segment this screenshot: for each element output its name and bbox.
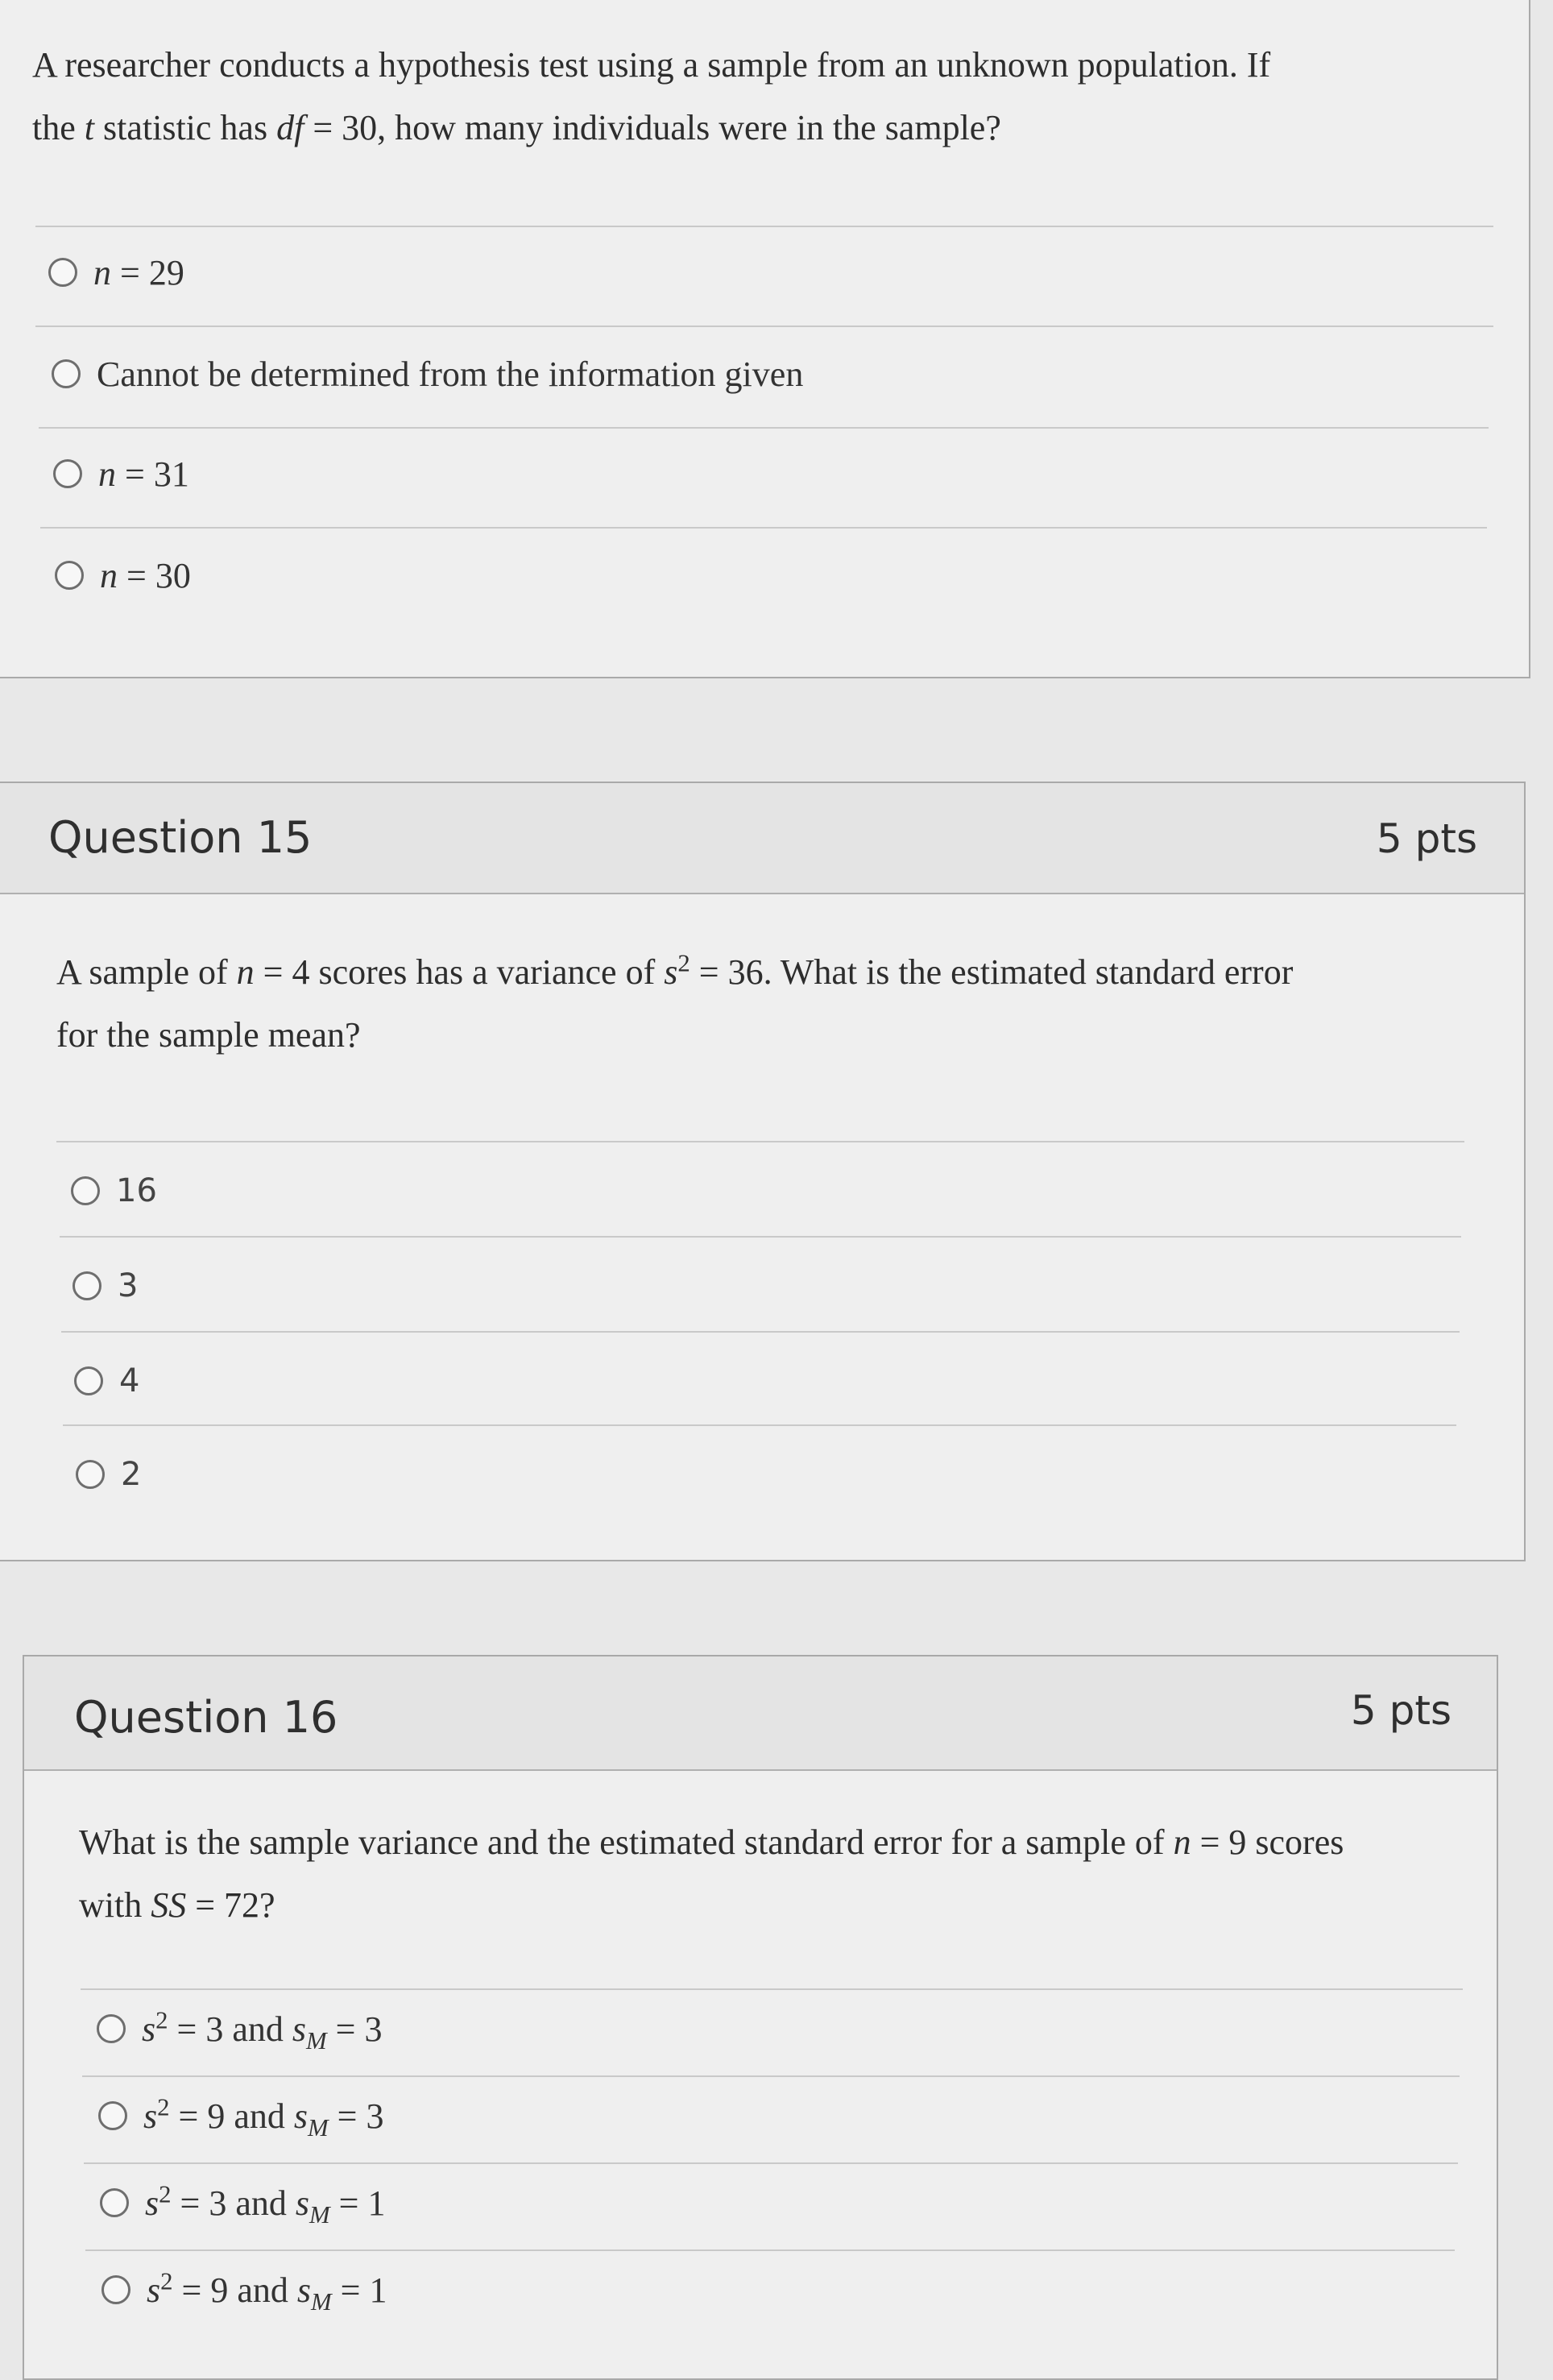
divider (39, 427, 1489, 429)
option-s2-9-sm-1[interactable] (101, 2266, 387, 2314)
divider (63, 1424, 1456, 1426)
option-label: 2 (121, 1456, 142, 1493)
option-label: n = 30 (100, 555, 191, 595)
question-16-card (23, 1655, 1498, 2380)
option-cannot-be-determined[interactable] (52, 350, 803, 398)
divider (84, 2162, 1458, 2164)
option-label: n = 29 (93, 252, 184, 292)
divider (56, 1141, 1464, 1142)
radio-button[interactable] (100, 2188, 129, 2217)
question-16-title: Question 16 (74, 1692, 338, 1743)
divider (60, 1236, 1461, 1238)
option-s2-3-sm-1[interactable] (100, 2179, 385, 2227)
question-15-line-2: for the sample mean? (56, 1015, 361, 1055)
radio-button[interactable] (55, 561, 84, 590)
option-label: 16 (116, 1172, 157, 1209)
radio-button[interactable] (72, 1271, 101, 1300)
option-label: 4 (119, 1362, 140, 1399)
divider (35, 226, 1493, 227)
divider (40, 527, 1487, 529)
question-16-header (24, 1656, 1497, 1771)
radio-button[interactable] (76, 1460, 105, 1489)
radio-button[interactable] (98, 2101, 127, 2130)
radio-button[interactable] (48, 258, 77, 287)
option-n-31[interactable] (53, 450, 189, 498)
option-3[interactable] (72, 1262, 138, 1310)
radio-button[interactable] (71, 1176, 100, 1205)
question-16-line-1: What is the sample variance and the estimated standard error for a sample of n = 9 scores (79, 1822, 1344, 1862)
divider (85, 2249, 1455, 2251)
question-16-line-2: with SS = 72? (79, 1885, 275, 1925)
question-16-text (79, 1811, 1344, 1937)
question-14-line-1: A researcher conducts a hypothesis test using a sample from an unknown population. If (32, 45, 1271, 85)
option-s2-9-sm-3[interactable] (98, 2092, 383, 2140)
question-15-text (56, 941, 1293, 1067)
option-label: n = 31 (98, 454, 189, 494)
divider (82, 2075, 1460, 2077)
option-label: $s^2 = 3$ and $s_M = 3$ (142, 2005, 383, 2055)
radio-button[interactable] (53, 459, 82, 488)
radio-button[interactable] (101, 2275, 130, 2304)
question-16-points: 5 pts (1350, 1687, 1452, 1734)
question-15-points: 5 pts (1376, 815, 1477, 862)
divider (81, 1988, 1463, 1990)
divider (35, 325, 1493, 327)
option-4[interactable] (74, 1357, 139, 1405)
option-label: Cannot be determined from the information given (97, 354, 804, 394)
radio-button[interactable] (97, 2014, 126, 2043)
question-15-card (0, 782, 1526, 1561)
option-n-29[interactable] (48, 248, 184, 296)
option-16[interactable] (71, 1167, 157, 1215)
option-label: $s^2 = 3$ and $s_M = 1$ (145, 2179, 386, 2229)
option-label: 3 (118, 1267, 139, 1304)
option-label: $s^2 = 9$ and $s_M = 3$ (143, 2092, 384, 2142)
radio-button[interactable] (52, 359, 81, 388)
option-2[interactable] (76, 1450, 141, 1499)
question-15-title: Question 15 (48, 812, 313, 863)
question-14-card (0, 0, 1530, 678)
option-n-30[interactable] (55, 551, 191, 599)
question-14-text (32, 34, 1270, 160)
question-15-line-1: A sample of n = 4 scores has a variance of $s^2 = 36$. What is the estimated standard error (56, 949, 1294, 992)
radio-button[interactable] (74, 1366, 103, 1395)
divider (61, 1331, 1460, 1333)
question-15-header (0, 783, 1524, 894)
option-s2-3-sm-3[interactable] (97, 2005, 382, 2053)
option-label: $s^2 = 9$ and $s_M = 1$ (147, 2266, 387, 2316)
question-14-line-2: the t statistic has df = 30, how many individuals were in the sample? (32, 108, 1001, 147)
